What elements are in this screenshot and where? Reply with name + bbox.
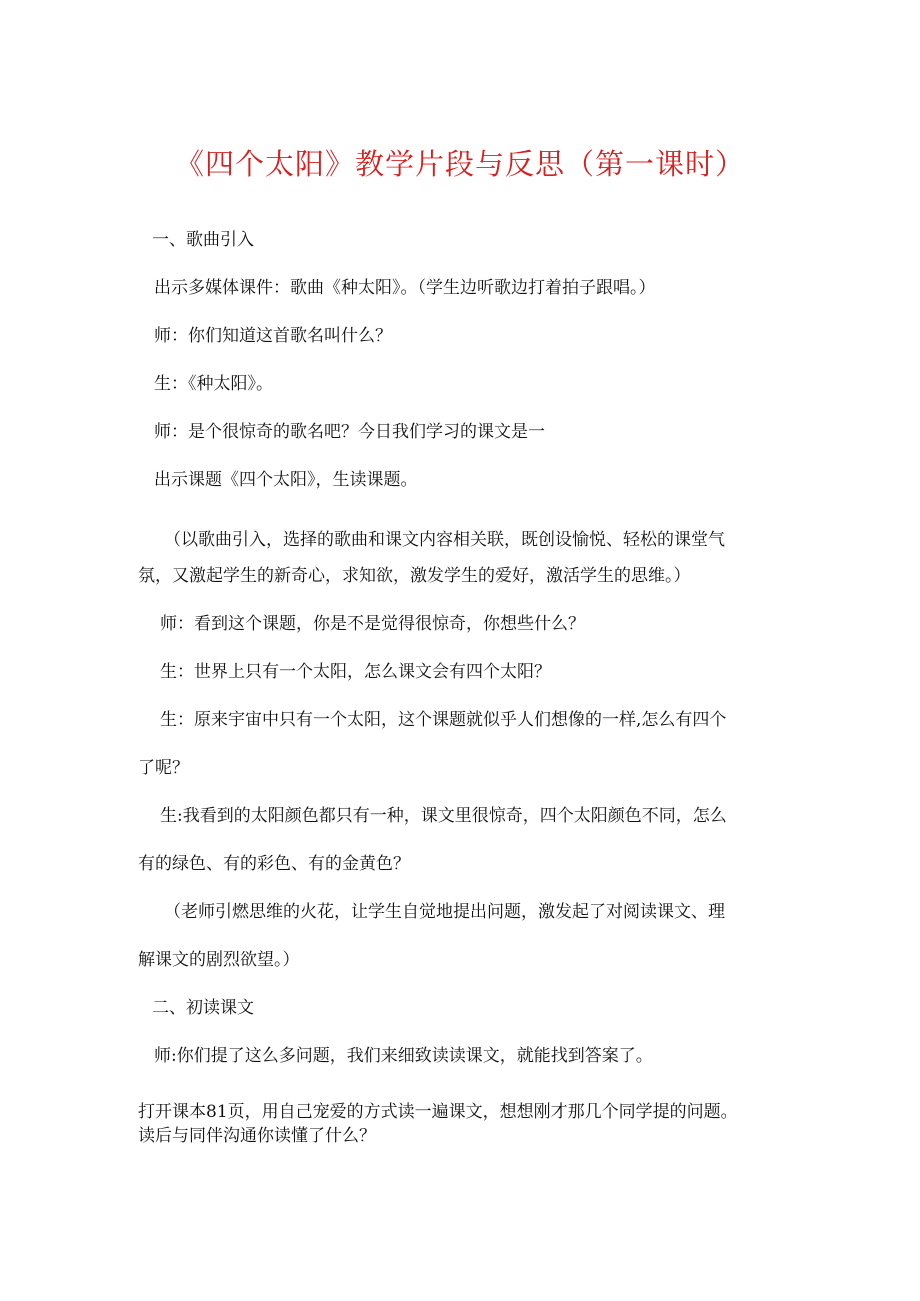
- reflection-note-2-line-1: （老师引燃思维的火花，让学生自觉地提出问题，激发起了对阅读课文、理: [164, 902, 725, 922]
- paragraph-student-colors: [138, 804, 727, 876]
- paragraph-courseware: 出示多媒体课件：歌曲《种太阳》。（学生边听歌边打着拍子跟唱。）: [154, 278, 656, 298]
- reflection-note-1-line-1: （以歌曲引入，选择的歌曲和课文内容相关联，既创设愉悦、轻松的课堂气: [164, 530, 725, 550]
- paragraph-student-universe-line-1: 生：原来宇宙中只有一个太阳，这个课题就似乎人们想像的一样,怎么有四个: [160, 710, 727, 730]
- reflection-note-2-line-2: 解课文的剧烈欲望。）: [138, 950, 300, 970]
- paragraph-student-universe: [138, 708, 726, 780]
- paragraph-teacher-question: 师：你们知道这首歌名叫什么？: [154, 326, 392, 346]
- section-heading-2: 二、初读课文: [152, 998, 254, 1018]
- section-heading-1: 一、歌曲引入: [152, 230, 254, 250]
- paragraph-open-textbook-line-2: 读后与同伴沟通你读懂了什么？: [138, 1126, 376, 1146]
- reflection-note-2: [138, 900, 725, 972]
- document-title: 《四个太阳》教学片段与反思（第一课时）: [174, 147, 745, 181]
- reflection-note-1: [138, 516, 725, 588]
- paragraph-open-textbook-line-1: 打开课本81页，用自己宠爱的方式读一遍课文，想想刚才那几个同学提的问题。: [138, 1102, 738, 1122]
- paragraph-student-colors-line-2: 有的绿色、有的彩色、有的金黄色？: [138, 854, 410, 874]
- paragraph-student-one-sun: 生：世界上只有一个太阳，怎么课文会有四个太阳？: [160, 662, 551, 682]
- paragraph-student-answer: 生：《种太阳》。: [154, 374, 273, 394]
- paragraph-teacher-topic: 师：看到这个课题，你是不是觉得很惊奇，你想些什么？: [160, 614, 585, 634]
- paragraph-teacher-read: 师:你们提了这么多问题，我们来细致读读课文，就能找到答案了。: [154, 1046, 653, 1066]
- paragraph-open-textbook: [138, 1099, 738, 1147]
- reflection-note-1-line-2: 氛，又激起学生的新奇心，求知欲，激发学生的爱好，激活学生的思维。）: [138, 566, 691, 586]
- paragraph-student-universe-line-2: 了呢？: [138, 758, 189, 778]
- paragraph-teacher-intro: 师：是个很惊奇的歌名吧？今日我们学习的课文是一: [154, 422, 545, 442]
- paragraph-student-colors-line-1: 生:我看到的太阳颜色都只有一种，课文里很惊奇，四个太阳颜色不同，怎么: [160, 806, 727, 826]
- paragraph-show-title: 出示课题《四个太阳》，生读课题。: [154, 470, 418, 490]
